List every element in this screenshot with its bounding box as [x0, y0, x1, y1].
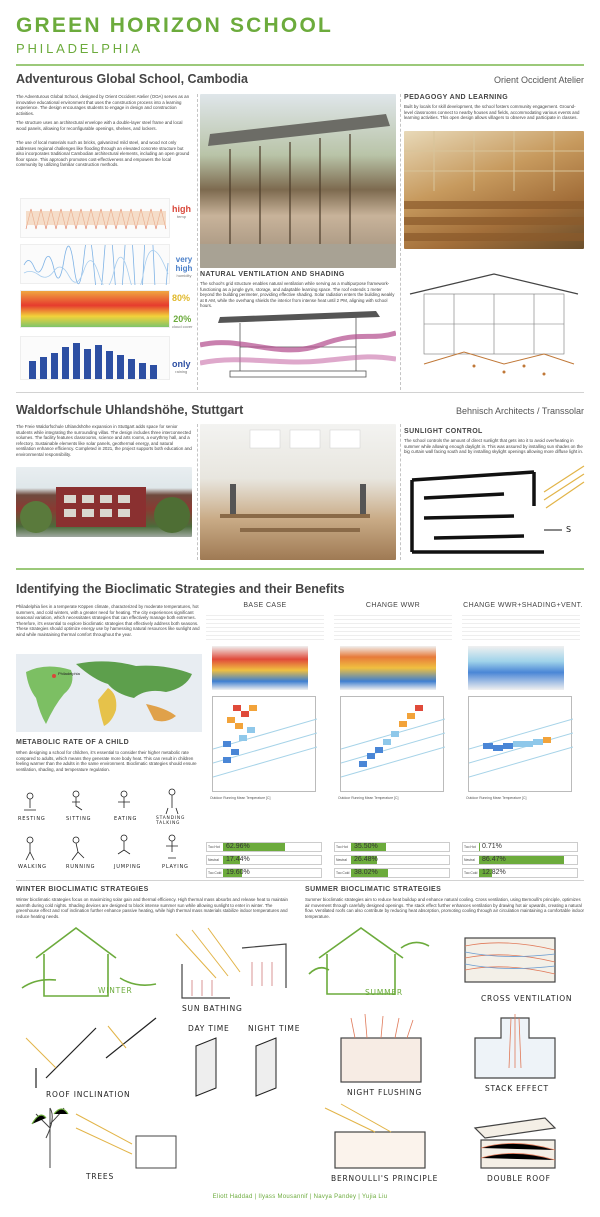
section2-divider-right: [400, 424, 401, 560]
comfort-bar-too-hot-2: [462, 842, 578, 852]
sketch-cross-ventilation: CROSS VENTILATION: [481, 994, 573, 1003]
comfort-bar-neutral-0: [206, 855, 322, 865]
sketch-winter: WINTER: [98, 986, 133, 995]
case-schedule-table-wwr: [334, 612, 452, 642]
case-column-base: [206, 602, 324, 800]
climate-label-rain-big: only: [172, 359, 191, 369]
section2-credit: Behnisch Architects / Transsolar: [455, 406, 584, 416]
humidity-chart-graphic: [21, 245, 171, 285]
sunlight-text: The school controls the amount of direct sunlight that gets into it to avoid overheating in summer while allowing enough daylight in. This was assured by installing sun shades on the big curtain wall facing south and by installing skylight openings allowing more diffuse light in.: [404, 438, 584, 455]
classroom-steps-graphic: [404, 131, 584, 249]
humidity-chart: [20, 244, 170, 284]
activity-resting: RESTING: [18, 816, 46, 822]
sketch-roof-inclination: ROOF INCLINATION: [46, 1090, 131, 1099]
section1-intro-2: The structure uses an architectural envelope with a double-layer steel frame and local wood panels, allowing for reconfigurable openings, shelves, and lockers.: [16, 120, 183, 131]
waldorf-exterior-graphic: [16, 467, 192, 537]
metabolic-text: When designing a school for children, it's essential to consider their higher metabolic rate compared to adults, which means they generate more body heat. This can result in children feeling warmer than the adults in the same environment. Bioclimatic strategies should ensure ventilation, shading, and temperature regulation.: [16, 750, 197, 772]
case-xaxis-base: Outdoor Running Mean Temperature [C]: [210, 796, 271, 800]
section1-title: Adventurous Global School, Cambodia: [16, 72, 248, 86]
sketch-summer: SUMMER: [365, 988, 403, 997]
section1-bottom-rule: [16, 392, 584, 393]
comfort-bar-value-too-cold-0: 19.60%: [226, 869, 250, 876]
sunlight-section-graphic: [404, 462, 588, 560]
case-schedule-table-shading: [462, 612, 580, 642]
comfort-bar-label-too-cold-0: Too Cold: [208, 871, 222, 875]
comfort-bar-value-too-hot-0: 62.96%: [226, 843, 250, 850]
activity-standing-talking: STANDING TALKING: [156, 816, 186, 826]
climate-label-temp: [172, 205, 191, 219]
section3-title: Identifying the Bioclimatic Strategies and their Benefits: [16, 582, 345, 596]
header-divider: [16, 64, 584, 66]
activity-playing: PLAYING: [162, 864, 189, 870]
sketch-bernoulli: BERNOULLI'S PRINCIPLE: [331, 1174, 439, 1183]
ventilation-section-diagram: [200, 305, 396, 385]
comfort-bar-value-too-cold-2: 12.82%: [482, 869, 506, 876]
sketch-stack-effect: STACK EFFECT: [485, 1084, 549, 1093]
waldorf-interior-graphic: [200, 424, 396, 560]
case-comfort-graphic-shading: [469, 697, 573, 793]
comfort-bar-value-neutral-2: 86.47%: [482, 856, 506, 863]
case-comfort-chart-wwr: [340, 696, 444, 792]
classroom-steps-photo: [404, 131, 584, 249]
case-comfort-graphic-wwr: [341, 697, 445, 793]
nat-vent-heading: NATURAL VENTILATION AND SHADING: [200, 271, 345, 278]
sunlight-heading: SUNLIGHT CONTROL: [404, 428, 483, 435]
comfort-bar-label-neutral-0: Neutral: [208, 858, 219, 862]
temperature-chart-graphic: [21, 199, 171, 239]
climate-label-cloud-20-big: 20%: [173, 314, 192, 324]
comfort-bar-label-neutral-2: Neutral: [464, 858, 475, 862]
pedagogy-section-drawing: [404, 254, 584, 389]
comfort-bar-too-hot-0: [206, 842, 322, 852]
section1-credit: Orient Occident Atelier: [493, 75, 584, 85]
activity-eating: EATING: [114, 816, 138, 822]
map-city-label: Philadelphia: [58, 671, 80, 676]
climate-label-cloud-20-small: cloud cover: [172, 324, 193, 329]
case-title-shading: CHANGE WWR+SHADING+VENT.: [463, 602, 583, 609]
comfort-bar-value-neutral-1: 26.48%: [354, 856, 378, 863]
section2-intro: The Freie Waldorfschule Uhlandshöhe expansion in Stuttgart adds space for senior students while integrating the surrounding villas. The design includes three interconnected volumes. The facility features classrooms, science and arts rooms, a eurythmy hall, and a refectory. Sustainable elements like solar panels, geothermal energy, and natural ventilation enhance efficiency. Completed in 2021, the project supports both education and environmental responsibility.: [16, 424, 192, 457]
case-title-base: BASE CASE: [243, 602, 287, 609]
rainfall-chart-graphic: [21, 337, 171, 381]
comfort-bar-label-too-hot-1: Too Hot: [336, 845, 348, 849]
case-column-wwr: [334, 602, 452, 800]
section1-intro-1: The Adventurous Global School, designed by Orient Occident Atelier (OOA) serves as an innovative educational environment that uses the construction process into a learning experience. The design encourages students to engage in design and construction activities.: [16, 94, 190, 116]
summer-sketches: [305, 918, 585, 1188]
climate-label-rain: [172, 360, 191, 374]
winter-heading: WINTER BIOCLIMATIC STRATEGIES: [16, 886, 149, 893]
school-exterior-graphic: [200, 94, 396, 268]
activity-jumping: JUMPING: [114, 864, 142, 870]
winter-text: Winter bioclimatic strategies focus on maximizing solar gain and thermal efficiency. High thermal mass absorbs and release heat to maintain warmth during cold nights. Shading devices are designed to block intense summer sun while allowing sunlight to enter in winter. The greenhouse effect and roof inclination further enhance passive heating, while high thermal mass materials stabilize indoor temperatures and reduce heating needs.: [16, 897, 288, 919]
climate-label-humidity-big: very high: [175, 255, 193, 273]
case-hourly-heatmap-shading: [468, 646, 564, 690]
case-schedule-table-base: [206, 612, 324, 642]
section1-divider-right: [400, 94, 401, 390]
sketch-double-roof: DOUBLE ROOF: [487, 1174, 551, 1183]
case-comfort-chart-base: [212, 696, 316, 792]
section1-divider-left: [197, 94, 198, 390]
section2-bottom-rule: [16, 568, 584, 570]
section3-bottom-rule: [16, 880, 584, 881]
comfort-bar-too-cold-2: [462, 868, 578, 878]
comfort-bar-too-hot-1: [334, 842, 450, 852]
south-marker: S: [566, 525, 572, 534]
activity-running: RUNNING: [66, 864, 96, 870]
pedagogy-text: Built by locals for skill development, the school fosters community engagement. Ground-level classrooms connect to nearby houses and fields, accommodating various events and learning activities. This open design allows villagers to observe and participate in classes.: [404, 104, 580, 121]
summer-heading: SUMMER BIOCLIMATIC STRATEGIES: [305, 886, 442, 893]
winter-sketches: [16, 918, 301, 1188]
comfort-bar-value-too-hot-2: 0.71%: [482, 843, 502, 850]
authors-footer: Eliott Haddad | Ilyass Mousannif | Navya Pandey | Yujia Liu: [212, 1194, 388, 1200]
comfort-bar-label-neutral-1: Neutral: [336, 858, 347, 862]
climate-label-cloud-80-big: 80%: [172, 293, 191, 303]
activity-sketches: [16, 780, 202, 872]
winter-sketch-graphic: [16, 918, 296, 1188]
section3-intro: Philadelphia lies in a temperate Köppen climate, characterized by moderate temperatures, hot summers, and cold winters, with a greater need for heating. The city experiences significant seasonal variation, which necessitates strategies that can effectively manage both extremes. Therefore, it's essential to explore bioclimatic strategies that effectively address both seasons. These strategies should optimize energy use by harnessing natural resources like sunlight and wind while maintaining thermal comfort throughout the year.: [16, 604, 200, 637]
case-hourly-heatmap-base: [212, 646, 308, 690]
simulation-panels: [206, 602, 584, 882]
activity-sitting: SITTING: [66, 816, 92, 822]
comfort-bar-value-too-cold-1: 38.02%: [354, 869, 378, 876]
activity-walking: WALKING: [18, 864, 47, 870]
koppen-map: [16, 654, 202, 732]
comfort-bar-too-cold-0: [206, 868, 322, 878]
waldorf-exterior-photo: [16, 467, 192, 537]
sketch-sun-bathing: SUN BATHING: [182, 1004, 243, 1013]
sketch-day-time: DAY TIME: [188, 1024, 230, 1033]
comfort-bar-neutral-2: [462, 855, 578, 865]
climate-label-rain-small: raining: [175, 369, 188, 374]
pedagogy-heading: PEDAGOGY AND LEARNING: [404, 94, 509, 101]
section1-intro-3: The use of local materials such as bricks, galvanized mild steel, and wood not only addresses regional challenges like flooding through an elevated concrete structure but also incorporates traditional Cambodian architectural elements, including an open ground floor space. This approach promotes cost-effectiveness and empowers the local community by utilizing familiar construction methods.: [16, 140, 190, 168]
comfort-bar-fill-too-hot-2: [479, 843, 480, 851]
cloud-cover-heatmap: [20, 290, 170, 328]
school-exterior-photo: [200, 94, 396, 268]
comfort-bar-too-cold-1: [334, 868, 450, 878]
comfort-bar-label-too-cold-1: Too Cold: [336, 871, 350, 875]
case-comfort-graphic-base: [213, 697, 317, 793]
case-xaxis-shading: Outdoor Running Mean Temperature [C]: [466, 796, 527, 800]
pedagogy-section-graphic: [404, 254, 584, 389]
case-xaxis-wwr: Outdoor Running Mean Temperature [C]: [338, 796, 399, 800]
waldorf-interior-photo: [200, 424, 396, 560]
comfort-bar-label-too-cold-2: Too Cold: [464, 871, 478, 875]
comfort-bar-label-too-hot-2: Too Hot: [464, 845, 476, 849]
case-comfort-chart-shading: [468, 696, 572, 792]
climate-label-temp-small: temp: [177, 214, 186, 219]
case-hourly-heatmap-wwr: [340, 646, 436, 690]
climate-label-cloud-80: [172, 294, 190, 303]
climate-label-humidity-small: humidity: [176, 273, 192, 278]
rainfall-chart: [20, 336, 170, 380]
poster-subtitle: PHILADELPHIA: [16, 41, 143, 56]
summer-text: Summer bioclimatic strategies aim to reduce heat buildup and enhance natural cooling. Cross ventilation, using Bernoulli's principle, optimizes air movement through carefully designed openings. The stack effect further enhances ventilation by drawing hot air upwards, creating a natural flow. Ventilated roofs can also contribute by reducing heat absorption, promoting cooling through air circulation maintaining a comfortable indoor temperature.: [305, 897, 584, 919]
sketch-night-time: NIGHT TIME: [248, 1024, 301, 1033]
koppen-map-graphic: [16, 654, 202, 732]
metabolic-heading: METABOLIC RATE OF A CHILD: [16, 739, 130, 746]
temperature-chart: [20, 198, 170, 238]
section2-divider-left: [197, 424, 198, 560]
comfort-bar-value-too-hot-1: 35.50%: [354, 843, 378, 850]
ventilation-section-graphic: [200, 305, 396, 385]
sketch-trees: TREES: [86, 1172, 115, 1181]
nat-vent-text: The school's grid structure enables natural ventilation while serving as a multipurpose framework-functioning as a jungle gym, storage, and adaptable learning space. The roof extends 1 meter beyond the building perimeter, providing effective shading. Solar radiation enters the building weakly at 8 AM, while the overhang shields the interior from intense heat until 2 PM, aligning with school hours.: [200, 281, 395, 309]
case-column-shading: [462, 602, 584, 800]
summer-sketch-graphic: [305, 918, 585, 1188]
sketch-night-flushing: NIGHT FLUSHING: [347, 1088, 423, 1097]
poster-title: GREEN HORIZON SCHOOL: [16, 14, 334, 37]
comfort-bar-value-neutral-0: 17.44%: [226, 856, 250, 863]
sunlight-section-drawing: [404, 462, 588, 560]
comfort-bar-label-too-hot-0: Too Hot: [208, 845, 220, 849]
case-title-wwr: CHANGE WWR: [365, 602, 421, 609]
comfort-bar-neutral-1: [334, 855, 450, 865]
section2-title: Waldorfschule Uhlandshöhe, Stuttgart: [16, 403, 244, 417]
climate-label-temp-big: high: [172, 204, 191, 214]
activity-figures-graphic: [16, 780, 202, 872]
climate-label-humidity: [171, 255, 197, 278]
climate-label-cloud-20: [172, 315, 192, 329]
